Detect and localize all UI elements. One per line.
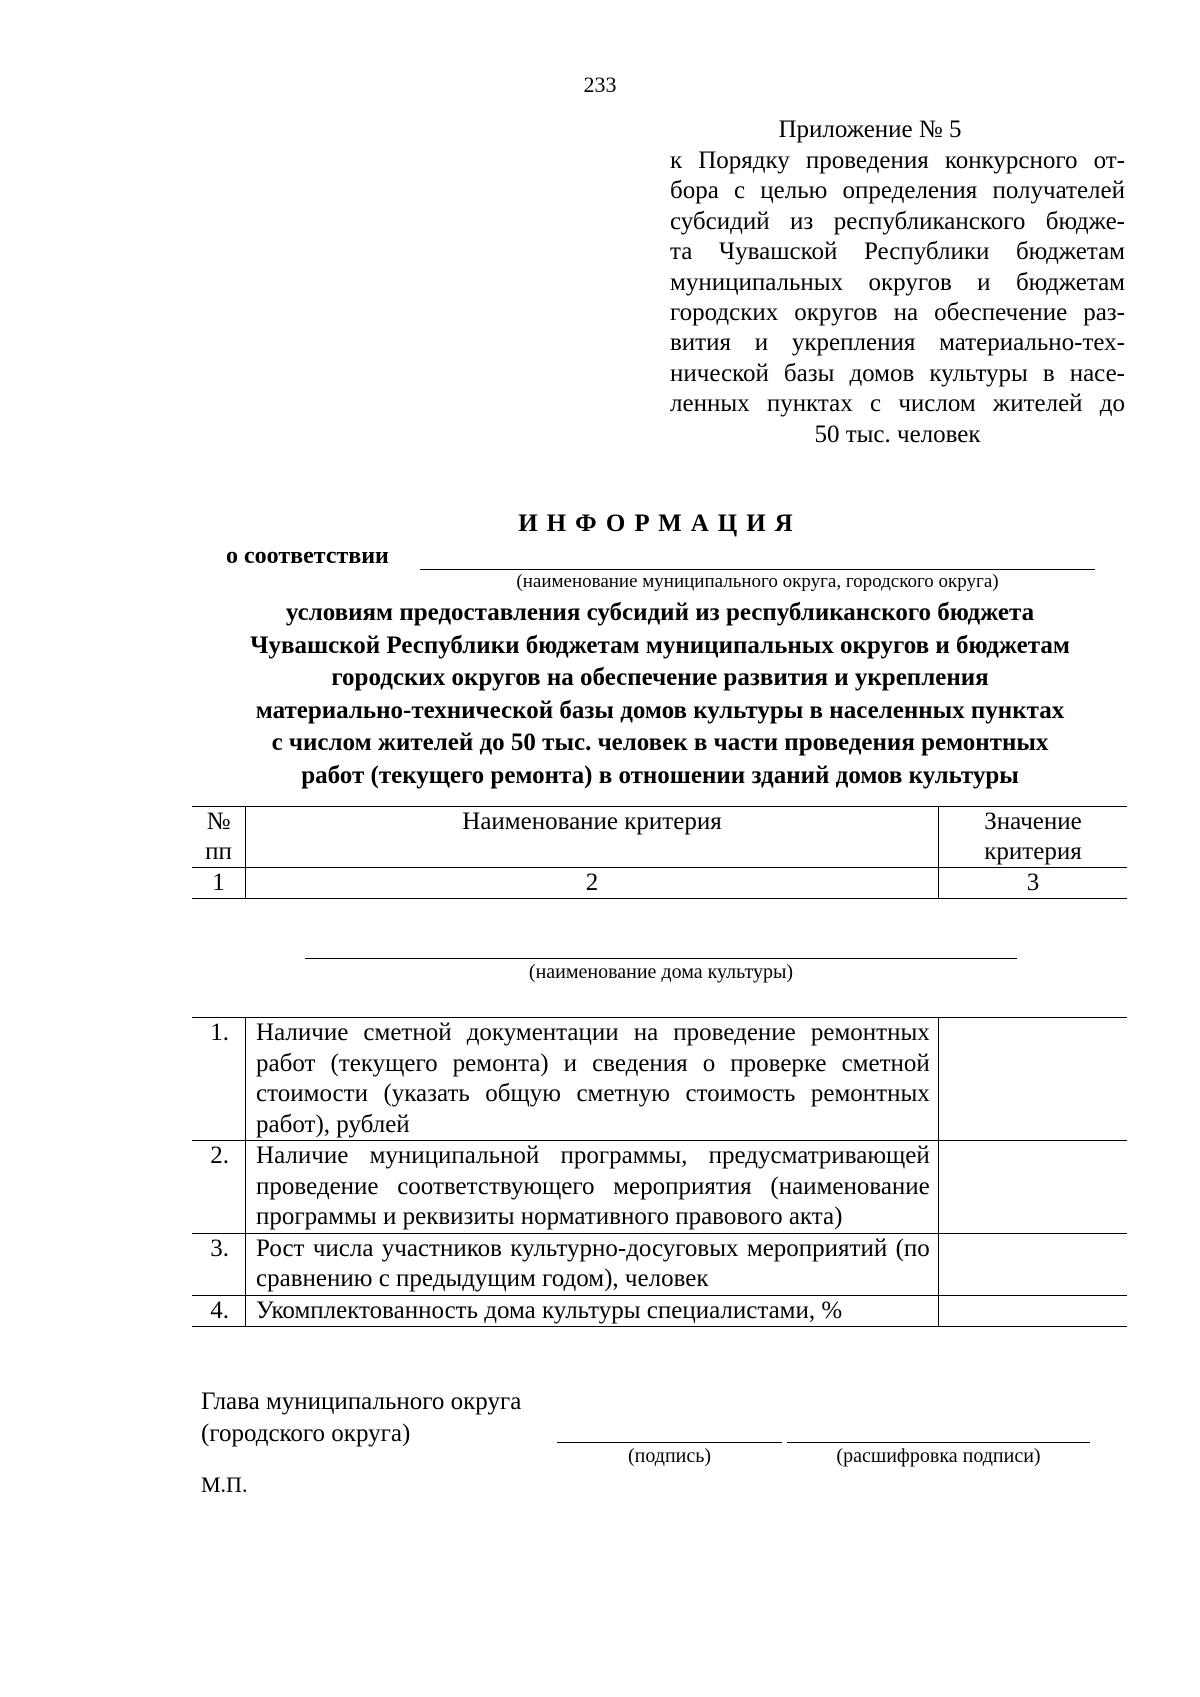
municipality-caption: (наименование муниципального округа, городского округа): [516, 571, 999, 592]
column-number: 3: [939, 868, 1128, 899]
conditions-line: с числом жителей до 50 тыс. человек в части проведения ремонтных: [271, 729, 1049, 756]
criterion-number: 1.: [192, 1018, 246, 1141]
column-number-row: [192, 868, 1127, 899]
table-row: [192, 1233, 1127, 1295]
conditions-text: [150, 597, 1170, 792]
culture-house-name-line: [305, 958, 1017, 959]
criterion-text: Укомплектованность дома культуры специалистами, %: [246, 1295, 939, 1327]
signatory-title-line: (городского округа): [201, 1420, 411, 1447]
appendix-title: Приложение № 5: [778, 116, 962, 143]
stamp-place: М.П.: [201, 1472, 248, 1497]
appendix-line: та Чувашской Республики бюджетам: [670, 238, 1125, 266]
table-row: [192, 1018, 1127, 1141]
municipality-name-line: [420, 569, 1095, 570]
criteria-table: [192, 1017, 1127, 1327]
signature-caption: (подпись): [627, 1445, 712, 1467]
table-row: [192, 1141, 1127, 1234]
header-criterion-name: Наименование критерия: [246, 807, 939, 868]
column-number: 2: [246, 868, 939, 899]
header-row: [192, 807, 1127, 868]
appendix-reference: [670, 146, 1125, 450]
signature-line: [557, 1442, 782, 1443]
appendix-line: 50 тыс. человек: [814, 420, 981, 448]
appendix-line: муниципальных округов и бюджетам: [670, 268, 1125, 296]
column-number: 1: [192, 868, 246, 899]
header-number: № пп: [192, 807, 246, 868]
document-title: ИНФОРМАЦИЯ: [518, 510, 802, 537]
criterion-value-cell[interactable]: [938, 1295, 1127, 1327]
page-number: 233: [583, 72, 617, 97]
appendix-line: ленных пунктах с числом жителей до: [670, 390, 1125, 418]
appendix-line: бора с целью определения получателей: [670, 177, 1125, 205]
criterion-value-cell[interactable]: [938, 1233, 1127, 1295]
signatory-title: [201, 1386, 521, 1450]
criterion-number: 4.: [192, 1295, 246, 1327]
appendix-line: городских округов на обеспечение раз-: [670, 298, 1125, 326]
conditions-line: материально-технической базы домов культуры в населенных пунктах: [255, 696, 1065, 724]
appendix-line: вития и укрепления материально-тех-: [670, 329, 1125, 357]
conformity-label: о соответствии: [226, 543, 389, 569]
criterion-text: Рост числа участников культурно-досуговых мероприятий (по сравнению с предыдущим годом), человек: [246, 1233, 939, 1295]
culture-house-caption: (наименование дома культуры): [528, 961, 794, 983]
appendix-line: нической базы домов культуры в насе-: [670, 359, 1125, 387]
conditions-line: условиям предоставления субсидий из республиканского бюджета: [285, 599, 1035, 626]
table-row: [192, 1295, 1127, 1327]
criterion-value-cell[interactable]: [938, 1018, 1127, 1141]
header-criterion-value: Значение критерия: [939, 807, 1128, 868]
criterion-number: 3.: [192, 1233, 246, 1295]
criterion-text: Наличие муниципальной программы, предусматривающей проведение соответствующего мероприятия (наименование программы и реквизиты нормативного правового акта): [246, 1141, 939, 1234]
criterion-value-cell[interactable]: [938, 1141, 1127, 1234]
criteria-header-table: [192, 806, 1127, 899]
signatory-title-line: Глава муниципального округа: [201, 1388, 522, 1415]
conditions-line: работ (текущего ремонта) в отношении зданий домов культуры: [301, 761, 1019, 789]
conditions-line: городских округов на обеспечение развития и укрепления: [331, 664, 989, 691]
signature-decoding-line: [787, 1442, 1090, 1443]
criterion-number: 2.: [192, 1141, 246, 1234]
conditions-line: Чувашской Республики бюджетам муниципальных округов и бюджетам: [250, 631, 1070, 659]
appendix-line: к Порядку проведения конкурсного от-: [670, 147, 1125, 174]
appendix-line: субсидий из республиканского бюдже-: [670, 207, 1125, 235]
signature-decoding-caption: (расшифровка подписи): [836, 1445, 1041, 1467]
criterion-text: Наличие сметной документации на проведение ремонтных работ (текущего ремонта) и сведения о проверке сметной стоимости (указать общую сметную стоимость ремонтных работ), рублей: [246, 1018, 939, 1141]
